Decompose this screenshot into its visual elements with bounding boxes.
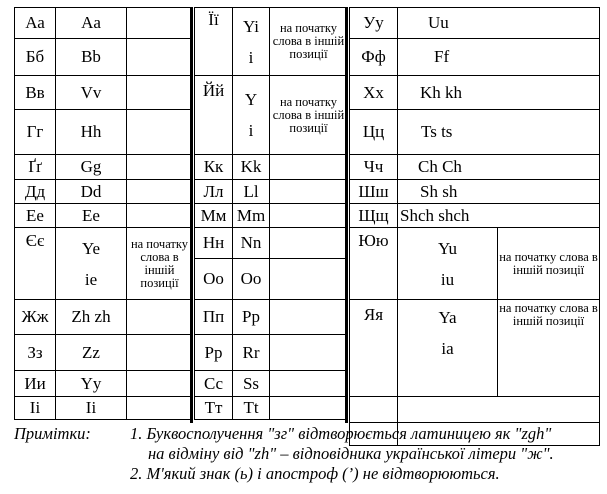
cyrillic-letter: Її (195, 8, 233, 76)
cyrillic-letter: Юю (350, 228, 398, 300)
empty-cell (127, 371, 193, 397)
latin-equivalent: Ts ts (398, 110, 600, 155)
table-row (15, 397, 193, 420)
empty-cell (127, 76, 193, 110)
table-row (350, 300, 600, 397)
cyrillic-letter: Іі (15, 397, 56, 420)
latin-equivalent: Zh zh (56, 300, 127, 335)
note-line-2: на відміну від "zh" – відповідника української літери "ж". (148, 444, 554, 463)
cyrillic-letter: Цц (350, 110, 398, 155)
latin-equivalent: Yy (56, 371, 127, 397)
position-note: на початку слова в іншій позиції (498, 300, 600, 397)
cyrillic-letter: Аа (15, 8, 56, 39)
table-row (350, 180, 600, 204)
empty-cell (270, 259, 348, 300)
empty-cell (127, 397, 193, 420)
empty-cell (127, 204, 193, 228)
table-row (195, 228, 348, 259)
latin-equivalent: Ch Ch (398, 155, 600, 180)
empty-cell (127, 8, 193, 39)
cyrillic-letter: Лл (195, 180, 233, 204)
position-note: на початку слова в іншій позиції (498, 228, 600, 300)
cyrillic-letter: Сс (195, 371, 233, 397)
table-row (350, 155, 600, 180)
empty-cell (270, 371, 348, 397)
empty-cell (127, 300, 193, 335)
table-row (15, 204, 193, 228)
cyrillic-letter: Уу (350, 8, 398, 39)
table-row (15, 300, 193, 335)
latin-equivalent: Ii (56, 397, 127, 420)
position-note: на початку слова в іншій позиції (270, 8, 348, 76)
latin-equivalent: Ll (233, 180, 270, 204)
table-row (15, 39, 193, 76)
empty-cell (270, 397, 348, 420)
table-row (15, 8, 193, 39)
table-row (15, 76, 193, 110)
table-row (350, 110, 600, 155)
latin-medial: ia (441, 339, 454, 358)
latin-equivalent: Kk (233, 155, 270, 180)
latin-equivalent: Hh (56, 110, 127, 155)
cyrillic-letter: Шш (350, 180, 398, 204)
latin-initial: Ye (81, 238, 101, 258)
latin-equivalent: Mm (233, 204, 270, 228)
empty-cell (127, 180, 193, 204)
latin-equivalent: Shch shch (398, 204, 600, 228)
latin-initial: Ya (438, 308, 457, 327)
latin-equivalent: Zz (56, 335, 127, 371)
latin-equivalent: Pp (233, 300, 270, 335)
cyrillic-letter: Бб (15, 39, 56, 76)
cyrillic-letter: Яя (350, 300, 398, 397)
table-row (15, 228, 193, 300)
table-row (195, 300, 348, 335)
alphabet-table-panel-2 (194, 7, 348, 420)
empty-cell (127, 39, 193, 76)
latin-equivalent: Tt (233, 397, 270, 420)
latin-equivalent: Sh sh (398, 180, 600, 204)
table-row (15, 371, 193, 397)
cyrillic-letter: Жж (15, 300, 56, 335)
latin-equivalent: Bb (56, 39, 127, 76)
cyrillic-letter: Йй (195, 76, 233, 155)
latin-medial: ie (84, 269, 98, 289)
table-row (350, 397, 600, 423)
table-row (15, 155, 193, 180)
latin-equivalent: Ee (56, 204, 127, 228)
cyrillic-letter: Чч (350, 155, 398, 180)
cyrillic-letter: Пп (195, 300, 233, 335)
cyrillic-letter: Гг (15, 110, 56, 155)
cyrillic-letter: Фф (350, 39, 398, 76)
latin-medial: i (248, 121, 254, 140)
cyrillic-letter: Ее (15, 204, 56, 228)
latin-equivalent: Oo (233, 259, 270, 300)
empty-cell (270, 228, 348, 259)
cyrillic-letter: Ии (15, 371, 56, 397)
position-note: на початку слова в іншій позиції (270, 76, 348, 155)
empty-cell (270, 300, 348, 335)
table-row (195, 397, 348, 420)
table-row (15, 335, 193, 371)
cyrillic-letter: Оо (195, 259, 233, 300)
latin-equivalent: Rr (233, 335, 270, 371)
cyrillic-letter: Єє (15, 228, 56, 300)
table-row (195, 259, 348, 300)
latin-equivalent: Ss (233, 371, 270, 397)
table-row (195, 204, 348, 228)
cyrillic-letter: Нн (195, 228, 233, 259)
empty-cell (127, 155, 193, 180)
empty-cell (398, 397, 600, 423)
table-row (195, 335, 348, 371)
empty-cell (270, 180, 348, 204)
cyrillic-letter: Зз (15, 335, 56, 371)
latin-initial: Yi (242, 16, 260, 36)
latin-equivalent: Aa (56, 8, 127, 39)
latin-equivalent (56, 228, 127, 300)
empty-cell (127, 110, 193, 155)
cyrillic-letter: Рр (195, 335, 233, 371)
empty-cell (127, 335, 193, 371)
latin-initial: Yu (438, 238, 457, 258)
table-row (350, 228, 600, 300)
table-row (350, 76, 600, 110)
latin-equivalent: Nn (233, 228, 270, 259)
latin-equivalent: Kh kh (398, 76, 600, 110)
table-row (15, 180, 193, 204)
cyrillic-letter: Кк (195, 155, 233, 180)
empty-cell (270, 204, 348, 228)
table-row (195, 180, 348, 204)
cyrillic-letter: Щщ (350, 204, 398, 228)
table-row (350, 39, 600, 76)
note-line-3: 2. М'який знак (ь) і апостроф (’) не відтворюються. (130, 464, 500, 483)
latin-equivalent: Gg (56, 155, 127, 180)
latin-equivalent (398, 300, 498, 397)
table-row (195, 8, 348, 76)
latin-medial: iu (440, 269, 455, 289)
latin-equivalent: Uu (398, 8, 600, 39)
latin-equivalent (233, 76, 270, 155)
cyrillic-letter: Дд (15, 180, 56, 204)
empty-cell (270, 155, 348, 180)
table-row (195, 371, 348, 397)
note-line-1: 1. Буквосполучення "зг" відтворюється латиницею як "zgh" (130, 424, 552, 443)
cyrillic-letter: Ґґ (15, 155, 56, 180)
latin-equivalent (398, 228, 498, 300)
cyrillic-letter: Хх (350, 76, 398, 110)
cyrillic-letter: Вв (15, 76, 56, 110)
table-row (15, 110, 193, 155)
position-note: на початку слова в іншій позиції (127, 228, 193, 300)
notes-label: Примітки: (14, 424, 91, 443)
table-row (195, 76, 348, 155)
empty-cell (350, 397, 398, 423)
table-row (350, 8, 600, 39)
latin-initial: Y (244, 90, 258, 109)
latin-equivalent: Ff (398, 39, 600, 76)
latin-equivalent (233, 8, 270, 76)
latin-equivalent: Dd (56, 180, 127, 204)
latin-medial: i (248, 47, 254, 67)
table-row (350, 204, 600, 228)
alphabet-table-panel-1 (14, 7, 193, 420)
table-row (195, 155, 348, 180)
latin-equivalent: Vv (56, 76, 127, 110)
cyrillic-letter: Мм (195, 204, 233, 228)
cyrillic-letter: Тт (195, 397, 233, 420)
alphabet-table-panel-3 (349, 7, 600, 446)
empty-cell (270, 335, 348, 371)
